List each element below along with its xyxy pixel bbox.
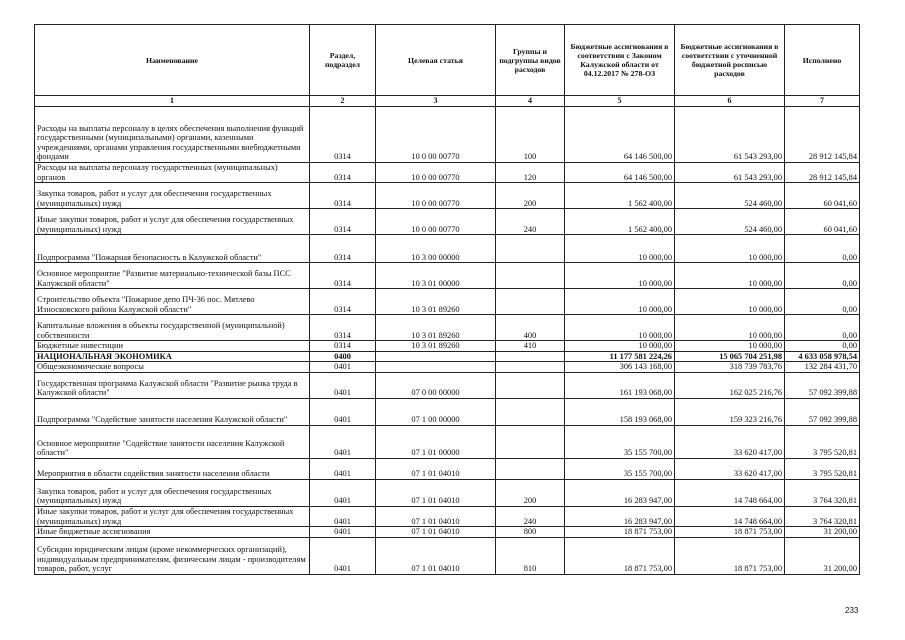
row-law-amount: 158 193 068,00: [565, 398, 675, 425]
row-target: [376, 362, 496, 373]
row-group: 400: [496, 315, 565, 341]
row-target: 10 3 01 89260: [376, 315, 496, 341]
row-section: 0314: [310, 209, 376, 235]
column-numbers-row: [35, 96, 860, 107]
row-group: [496, 289, 565, 315]
row-law-amount: 18 871 753,00: [565, 527, 675, 538]
row-refined-amount: 10 000,00: [675, 235, 785, 263]
row-law-amount: 306 143 168,00: [565, 362, 675, 373]
row-section: 0401: [310, 479, 376, 506]
row-executed-amount: 3 795 520,81: [785, 458, 860, 479]
row-law-amount: 16 283 947,00: [565, 506, 675, 526]
row-law-amount: 18 871 753,00: [565, 537, 675, 574]
row-refined-amount: 524 460,00: [675, 183, 785, 209]
row-refined-amount: 61 543 293,00: [675, 163, 785, 183]
row-section: 0401: [310, 372, 376, 398]
table-row: [35, 235, 860, 263]
row-target: 07 1 01 04010: [376, 527, 496, 538]
row-refined-amount: 61 543 293,00: [675, 107, 785, 163]
row-group: [496, 362, 565, 373]
row-refined-amount: 162 025 216,76: [675, 372, 785, 398]
row-section: 0314: [310, 289, 376, 315]
row-target: 07 1 01 04010: [376, 479, 496, 506]
row-name: Бюджетные инвестиции: [35, 341, 310, 352]
header-target: Целевая статья: [376, 25, 496, 96]
row-law-amount: 10 000,00: [565, 315, 675, 341]
row-refined-amount: 33 620 417,00: [675, 425, 785, 458]
row-name: Строительство объекта "Пожарное депо ПЧ-36 пос. Мятлево Износковского района Калужской области": [35, 289, 310, 315]
row-target: 07 1 01 04010: [376, 458, 496, 479]
row-section: 0314: [310, 183, 376, 209]
column-number: 6: [675, 96, 785, 107]
row-law-amount: 16 283 947,00: [565, 479, 675, 506]
row-name: Общеэкономические вопросы: [35, 362, 310, 373]
row-refined-amount: 18 871 753,00: [675, 537, 785, 574]
row-section: 0314: [310, 341, 376, 352]
table-row: [35, 527, 860, 538]
table-row: [35, 372, 860, 398]
table-row: [35, 425, 860, 458]
row-target: 07 1 01 00000: [376, 425, 496, 458]
row-section: 0314: [310, 263, 376, 289]
table-row: [35, 341, 860, 352]
row-section: 0401: [310, 527, 376, 538]
row-name: Закупка товаров, работ и услуг для обеспечения государственных (муниципальных) нужд: [35, 183, 310, 209]
table-header: [35, 25, 860, 107]
row-group: [496, 372, 565, 398]
row-refined-amount: 10 000,00: [675, 263, 785, 289]
row-name: Основное мероприятие "Развитие материально-технической базы ПСС Калужской области": [35, 263, 310, 289]
row-law-amount: 1 562 400,00: [565, 209, 675, 235]
row-target: 07 1 01 04010: [376, 537, 496, 574]
row-refined-amount: 18 871 753,00: [675, 527, 785, 538]
row-law-amount: 35 155 700,00: [565, 458, 675, 479]
row-executed-amount: 0,00: [785, 263, 860, 289]
row-group: 100: [496, 107, 565, 163]
table-row: [35, 506, 860, 526]
row-target: 07 0 00 00000: [376, 372, 496, 398]
row-executed-amount: 3 795 520,81: [785, 425, 860, 458]
row-group: [496, 351, 565, 362]
row-group: 410: [496, 341, 565, 352]
row-section: 0401: [310, 398, 376, 425]
row-target: 10 3 01 89260: [376, 341, 496, 352]
row-section: 0401: [310, 537, 376, 574]
table-row: [35, 458, 860, 479]
row-refined-amount: 14 748 664,00: [675, 479, 785, 506]
row-group: [496, 458, 565, 479]
row-group: [496, 398, 565, 425]
row-group: [496, 263, 565, 289]
row-name: Субсидии юридическим лицам (кроме некоммерческих организаций), индивидуальным предпринимателям, физическим лицам - производителям товаров, работ, услуг: [35, 537, 310, 574]
column-number: 4: [496, 96, 565, 107]
page-number: 233: [845, 606, 859, 615]
row-law-amount: 11 177 581 224,26: [565, 351, 675, 362]
row-group: 240: [496, 506, 565, 526]
row-name: Основное мероприятие "Содействие занятости населения Калужской области": [35, 425, 310, 458]
table-row: [35, 263, 860, 289]
table-body: [35, 107, 860, 575]
column-number: 7: [785, 96, 860, 107]
header-name: Наименование: [35, 25, 310, 96]
row-section: 0401: [310, 506, 376, 526]
row-group: 120: [496, 163, 565, 183]
row-executed-amount: 28 912 145,84: [785, 107, 860, 163]
row-name: Подпрограмма "Пожарная безопасность в Калужской области": [35, 235, 310, 263]
row-law-amount: 64 146 500,00: [565, 107, 675, 163]
row-executed-amount: 0,00: [785, 235, 860, 263]
row-executed-amount: 57 092 399,88: [785, 372, 860, 398]
header-section: Раздел, подраздел: [310, 25, 376, 96]
header-groups: Группы и подгруппы видов расходов: [496, 25, 565, 96]
row-group: 240: [496, 209, 565, 235]
row-group: [496, 425, 565, 458]
row-target: 10 0 00 00770: [376, 209, 496, 235]
row-name: Иные закупки товаров, работ и услуг для обеспечения государственных (муниципальных) нужд: [35, 209, 310, 235]
header-exec: Исполнено: [785, 25, 860, 96]
row-section: 0401: [310, 458, 376, 479]
row-section: 0401: [310, 362, 376, 373]
row-executed-amount: 4 633 058 978,54: [785, 351, 860, 362]
row-name: Иные закупки товаров, работ и услуг для обеспечения государственных (муниципальных) нужд: [35, 506, 310, 526]
header-refined: Бюджетные ассигнования в соответствии с уточненной бюджетной росписью расходов: [675, 25, 785, 96]
table-row: [35, 183, 860, 209]
row-name: Капитальные вложения в объекты государственной (муниципальной) собственности: [35, 315, 310, 341]
row-law-amount: 35 155 700,00: [565, 425, 675, 458]
row-name: Мероприятия в области содействия занятости населения области: [35, 458, 310, 479]
table-row: [35, 289, 860, 315]
table-row: [35, 107, 860, 163]
row-refined-amount: 14 748 664,00: [675, 506, 785, 526]
row-name: Государственная программа Калужской области "Развитие рынка труда в Калужской области": [35, 372, 310, 398]
row-law-amount: 64 146 500,00: [565, 163, 675, 183]
budget-table: [34, 24, 860, 575]
row-section: 0400: [310, 351, 376, 362]
row-law-amount: 10 000,00: [565, 235, 675, 263]
column-number: 1: [35, 96, 310, 107]
row-refined-amount: 10 000,00: [675, 315, 785, 341]
row-section: 0314: [310, 163, 376, 183]
table-row: [35, 209, 860, 235]
row-executed-amount: 31 200,00: [785, 527, 860, 538]
table-row: [35, 362, 860, 373]
row-executed-amount: 60 041,60: [785, 209, 860, 235]
row-group: 200: [496, 479, 565, 506]
row-refined-amount: 159 323 216,76: [675, 398, 785, 425]
row-section: 0314: [310, 107, 376, 163]
table-row: [35, 537, 860, 574]
row-refined-amount: 33 620 417,00: [675, 458, 785, 479]
row-executed-amount: 28 912 145,84: [785, 163, 860, 183]
row-executed-amount: 57 092 399,88: [785, 398, 860, 425]
row-executed-amount: 0,00: [785, 341, 860, 352]
row-executed-amount: 0,00: [785, 315, 860, 341]
row-law-amount: 161 193 068,00: [565, 372, 675, 398]
row-section: 0314: [310, 235, 376, 263]
row-name: Закупка товаров, работ и услуг для обеспечения государственных (муниципальных) нужд: [35, 479, 310, 506]
column-number: 5: [565, 96, 675, 107]
row-executed-amount: 31 200,00: [785, 537, 860, 574]
row-name: Расходы на выплаты персоналу в целях обеспечения выполнения функций государственными (муниципальными) органами, казенными учреждениями, органами управления государственными внебюджетными фондами: [35, 107, 310, 163]
row-section: 0401: [310, 425, 376, 458]
row-refined-amount: 15 065 704 251,98: [675, 351, 785, 362]
table-row: [35, 163, 860, 183]
row-refined-amount: 318 739 783,76: [675, 362, 785, 373]
table-row: [35, 351, 860, 362]
row-name: Иные бюджетные ассигнования: [35, 527, 310, 538]
table-row: [35, 315, 860, 341]
row-executed-amount: 3 764 320,81: [785, 479, 860, 506]
row-target: 07 1 01 04010: [376, 506, 496, 526]
row-group: [496, 235, 565, 263]
row-target: [376, 351, 496, 362]
row-group: 800: [496, 527, 565, 538]
row-refined-amount: 524 460,00: [675, 209, 785, 235]
table-row: [35, 479, 860, 506]
row-target: 07 1 00 00000: [376, 398, 496, 425]
row-executed-amount: 3 764 320,81: [785, 506, 860, 526]
row-refined-amount: 10 000,00: [675, 289, 785, 315]
row-name: Расходы на выплаты персоналу государственных (муниципальных) органов: [35, 163, 310, 183]
row-executed-amount: 0,00: [785, 289, 860, 315]
row-law-amount: 10 000,00: [565, 289, 675, 315]
row-target: 10 0 00 00770: [376, 107, 496, 163]
row-law-amount: 10 000,00: [565, 341, 675, 352]
row-target: 10 3 00 00000: [376, 235, 496, 263]
row-target: 10 3 01 00000: [376, 263, 496, 289]
row-law-amount: 1 562 400,00: [565, 183, 675, 209]
row-law-amount: 10 000,00: [565, 263, 675, 289]
column-number: 2: [310, 96, 376, 107]
row-executed-amount: 60 041,60: [785, 183, 860, 209]
column-number: 3: [376, 96, 496, 107]
row-name: Подпрограмма "Содействие занятости населения Калужской области": [35, 398, 310, 425]
row-group: 810: [496, 537, 565, 574]
table-row: [35, 398, 860, 425]
row-target: 10 3 01 89260: [376, 289, 496, 315]
row-name: НАЦИОНАЛЬНАЯ ЭКОНОМИКА: [35, 351, 310, 362]
row-target: 10 0 00 00770: [376, 163, 496, 183]
row-target: 10 0 00 00770: [376, 183, 496, 209]
header-law: Бюджетные ассигнования в соответствии с Законом Калужской области от 04.12.2017 № 278-ОЗ: [565, 25, 675, 96]
row-group: 200: [496, 183, 565, 209]
row-refined-amount: 10 000,00: [675, 341, 785, 352]
row-executed-amount: 132 284 431,70: [785, 362, 860, 373]
row-section: 0314: [310, 315, 376, 341]
